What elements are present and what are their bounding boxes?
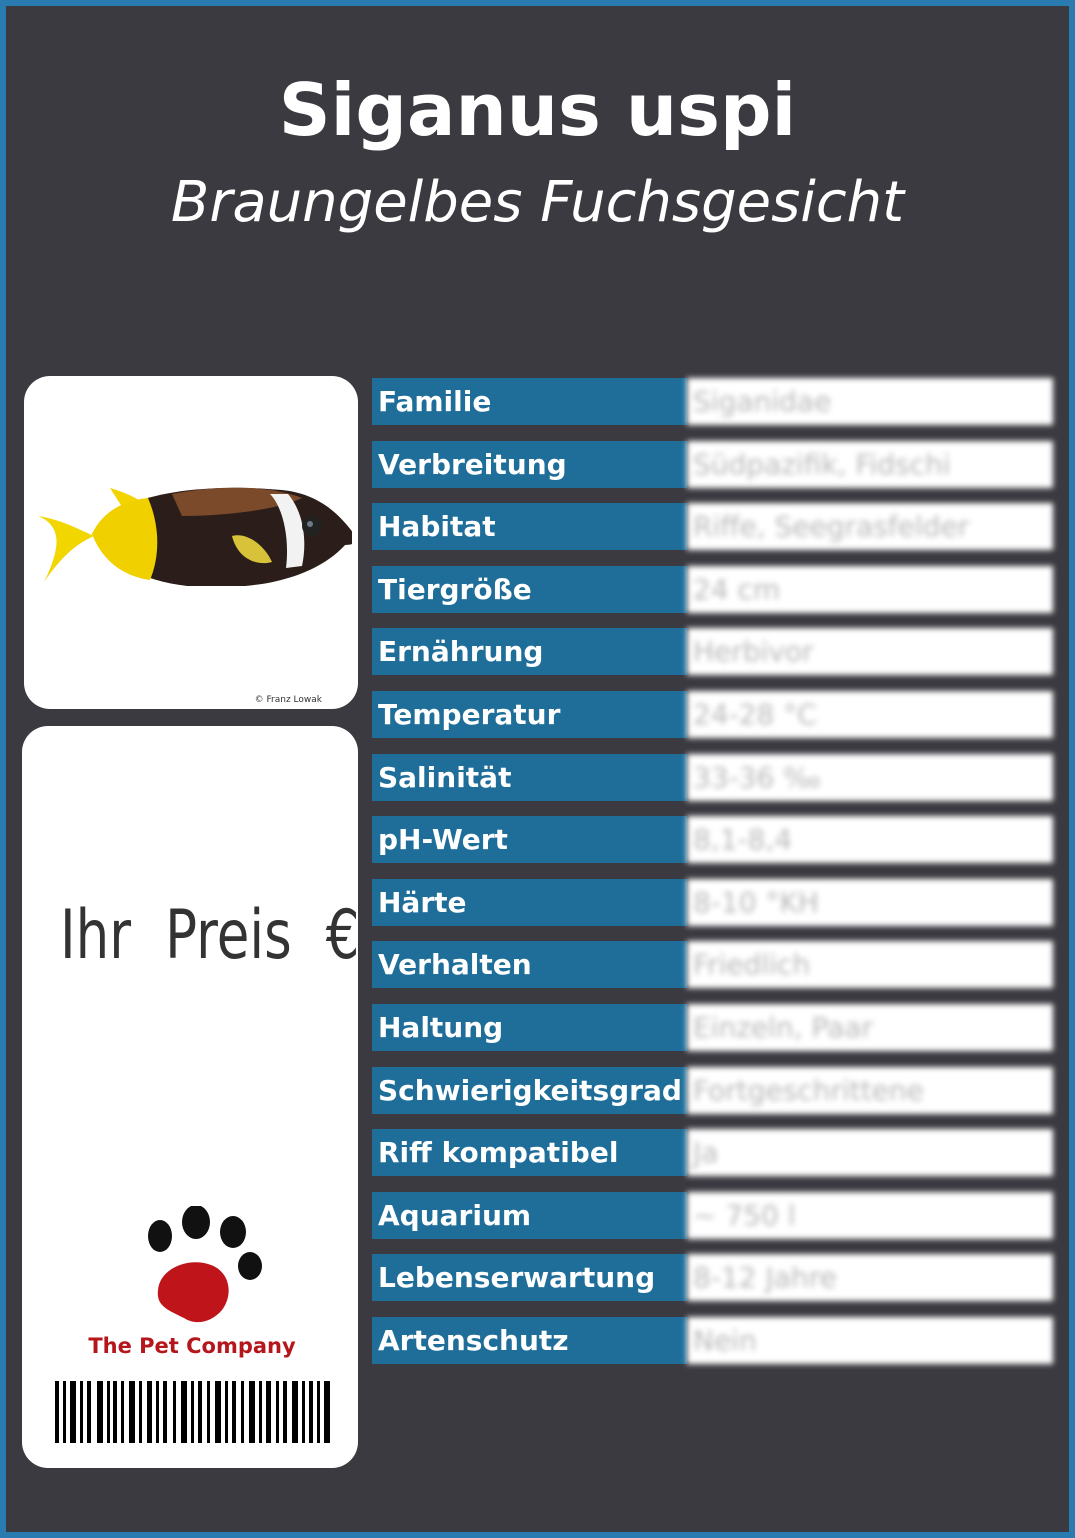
table-row: [372, 1254, 1053, 1301]
table-row: [372, 378, 1053, 425]
table-row: [372, 441, 1053, 488]
fish-photo-panel: [24, 376, 358, 709]
fact-label: Ernährung: [372, 628, 687, 675]
barcode-icon: [55, 1381, 331, 1443]
fact-label: Haltung: [372, 1004, 687, 1051]
fact-value: Siganidae: [687, 378, 1053, 425]
price-panel: [22, 726, 358, 1468]
table-row: [372, 1004, 1053, 1051]
fact-value: Einzeln, Paar: [687, 1004, 1053, 1051]
fact-value: Ja: [687, 1129, 1053, 1176]
table-row: [372, 1192, 1053, 1239]
paw-logo-icon: [138, 1206, 278, 1336]
fact-value: 33-36 ‰: [687, 754, 1053, 801]
facts-table: [372, 378, 1053, 1380]
photo-credit: © Franz Lowak: [254, 695, 322, 705]
fact-label: Riff kompatibel: [372, 1129, 687, 1176]
fact-label: Schwierigkeitsgrad: [372, 1067, 687, 1114]
table-row: [372, 691, 1053, 738]
fact-value: 8-10 °KH: [687, 879, 1053, 926]
fact-value: Riffe, Seegrasfelder: [687, 503, 1053, 550]
table-row: [372, 879, 1053, 926]
table-row: [372, 941, 1053, 988]
fact-value: Südpazifik, Fidschi: [687, 441, 1053, 488]
fact-label: pH-Wert: [372, 816, 687, 863]
company-name: The Pet Company: [88, 1334, 296, 1358]
fact-value: 24 cm: [687, 566, 1053, 613]
fish-image: [32, 476, 352, 586]
fact-value: Herbivor: [687, 628, 1053, 675]
fact-label: Tiergröße: [372, 566, 687, 613]
price-label: Ihr Preis €: [60, 896, 360, 975]
fact-label: Familie: [372, 378, 687, 425]
fact-label: Temperatur: [372, 691, 687, 738]
fact-label: Aquarium: [372, 1192, 687, 1239]
table-row: [372, 1317, 1053, 1364]
table-row: [372, 1129, 1053, 1176]
fact-value: Nein: [687, 1317, 1053, 1364]
fact-label: Salinität: [372, 754, 687, 801]
fact-value: 8,1-8,4: [687, 816, 1053, 863]
species-title: Siganus uspi: [278, 68, 797, 152]
fact-value: 8-12 Jahre: [687, 1254, 1053, 1301]
fact-label: Artenschutz: [372, 1317, 687, 1364]
fact-value: ~ 750 l: [687, 1192, 1053, 1239]
fact-label: Habitat: [372, 503, 687, 550]
table-row: [372, 816, 1053, 863]
fact-value: Fortgeschrittene: [687, 1067, 1053, 1114]
table-row: [372, 566, 1053, 613]
fact-value: Friedlich: [687, 941, 1053, 988]
fact-label: Verbreitung: [372, 441, 687, 488]
table-row: [372, 503, 1053, 550]
species-common-name: Braungelbes Fuchsgesicht: [170, 170, 905, 235]
fact-value: 24-28 °C: [687, 691, 1053, 738]
fact-label: Verhalten: [372, 941, 687, 988]
fact-label: Lebenserwartung: [372, 1254, 687, 1301]
fact-label: Härte: [372, 879, 687, 926]
table-row: [372, 628, 1053, 675]
table-row: [372, 754, 1053, 801]
table-row: [372, 1067, 1053, 1114]
